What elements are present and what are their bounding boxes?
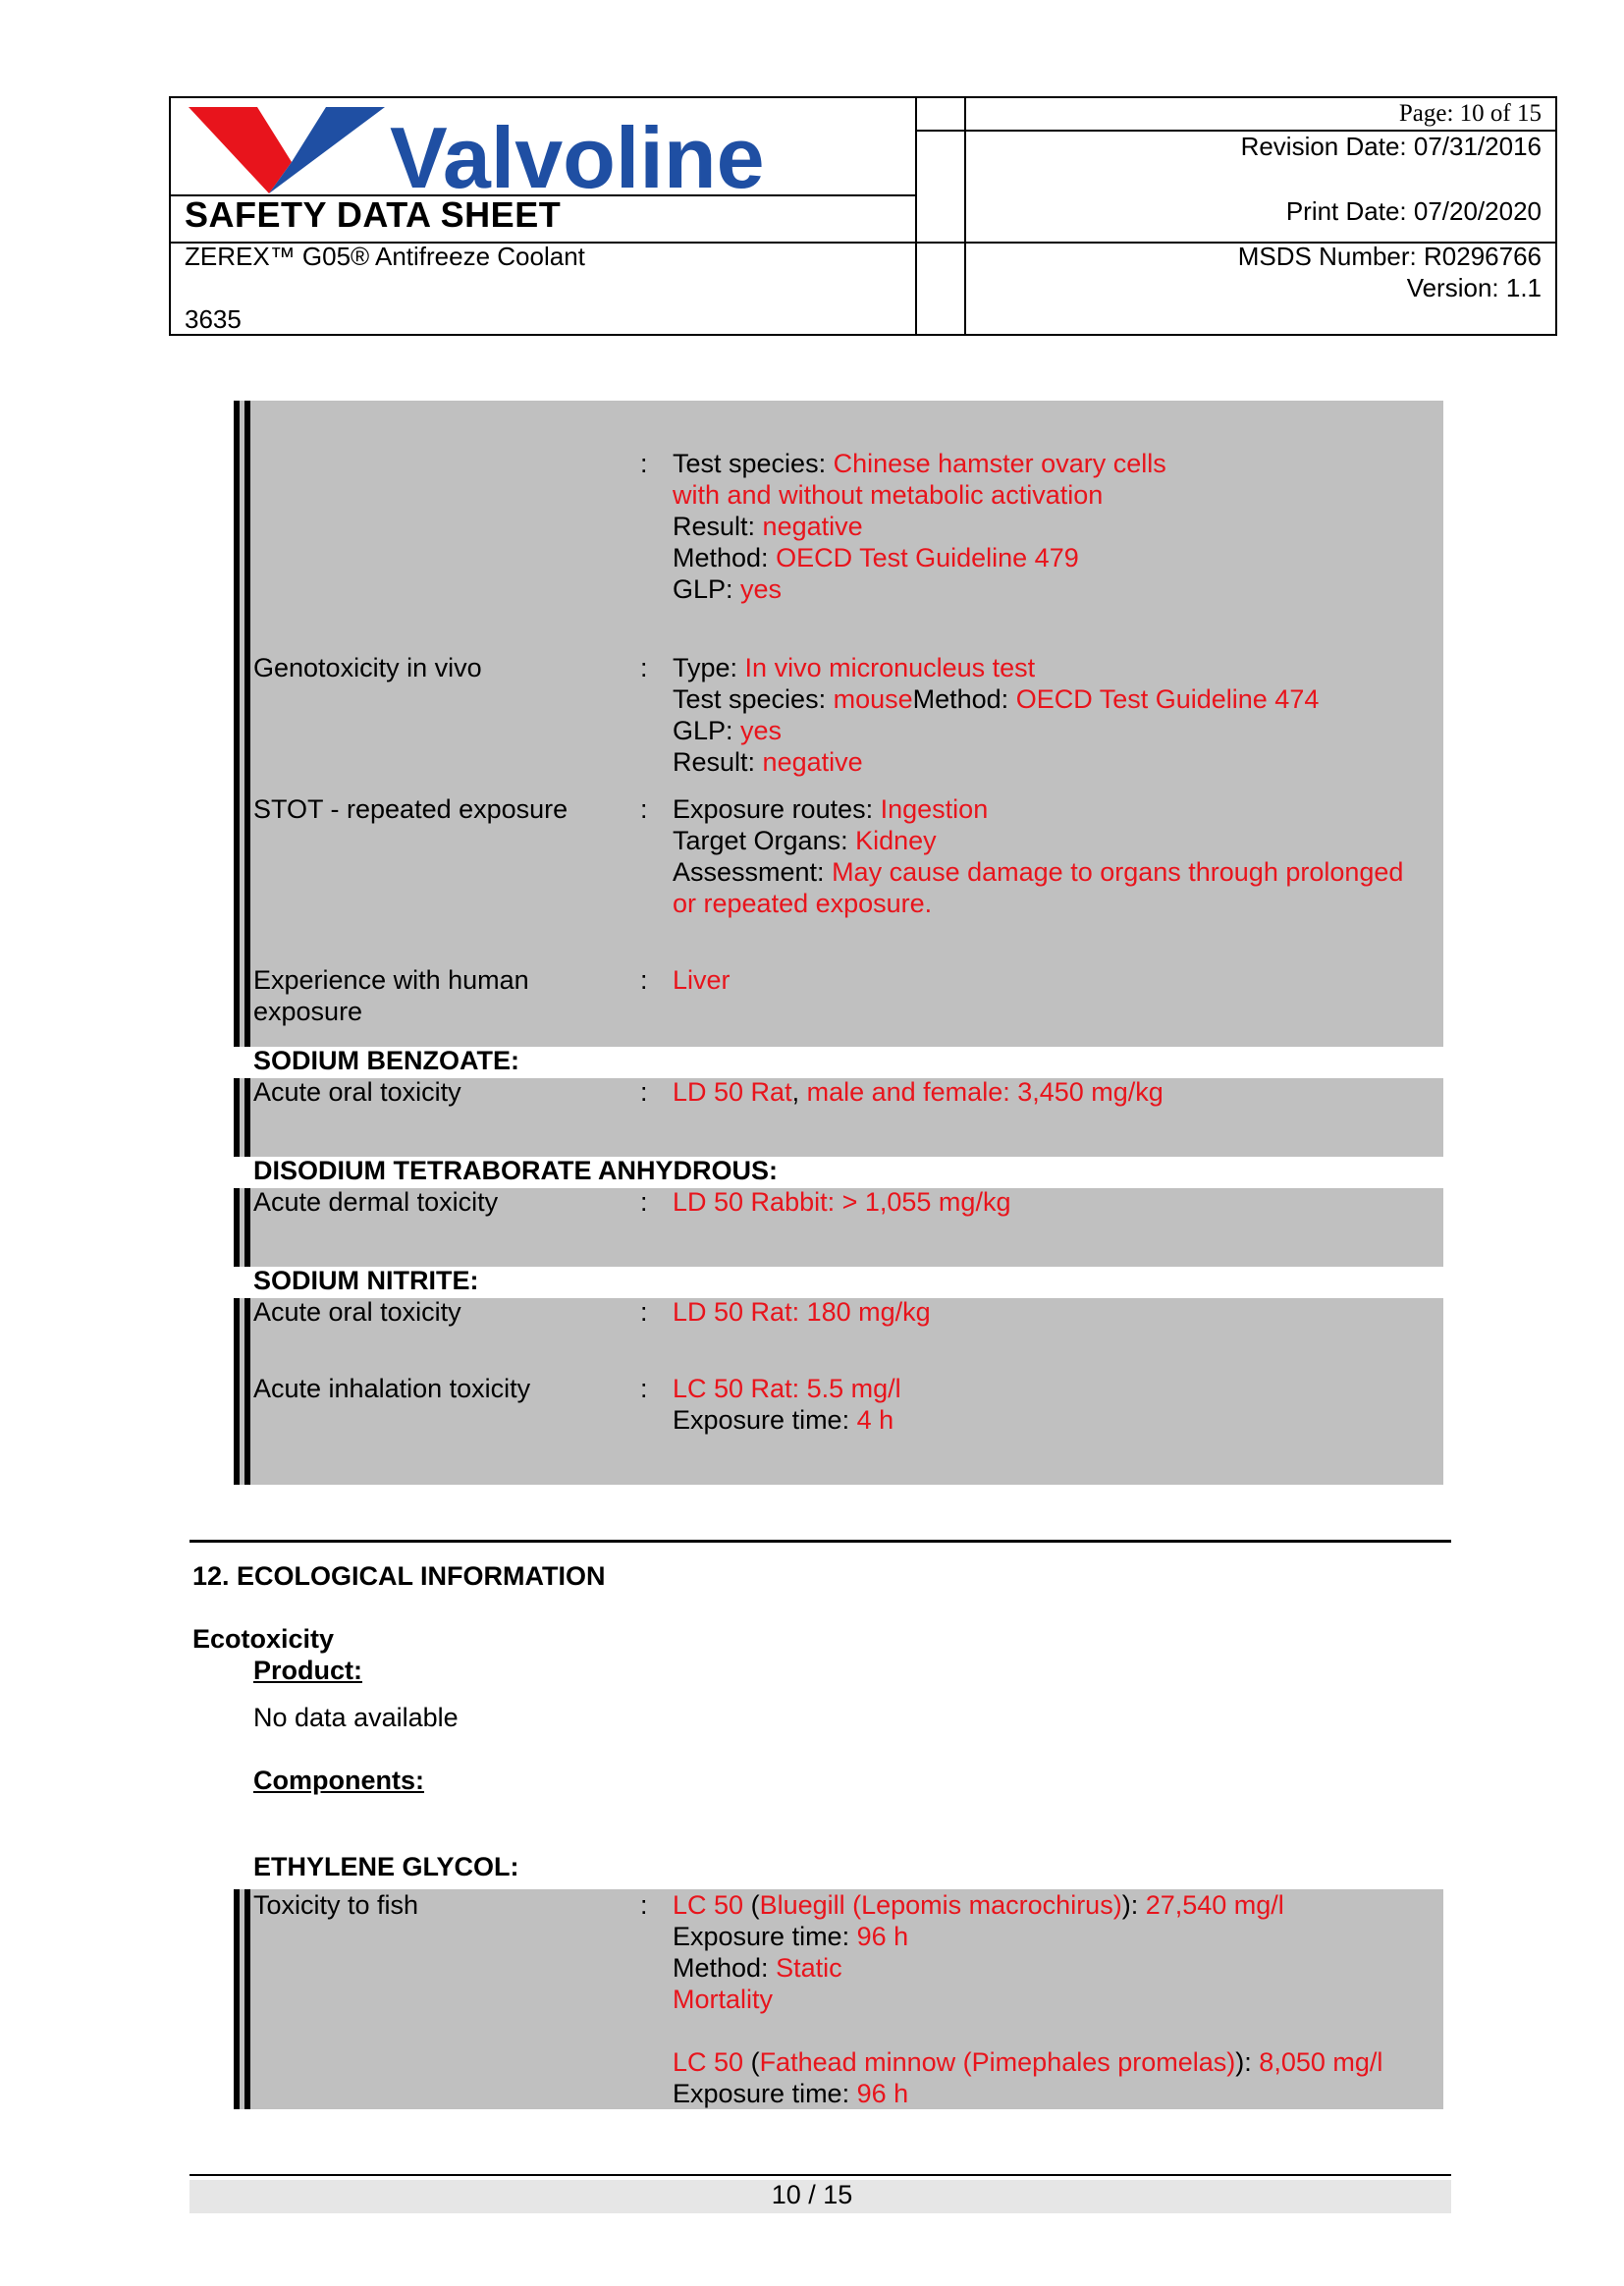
field-label: Exposure time:	[673, 2079, 857, 2108]
tox-entry	[673, 652, 1448, 778]
product-number: 3635	[185, 304, 242, 334]
revision-bar	[234, 1188, 240, 1267]
exposure-time: 96 h	[856, 2079, 909, 2108]
field-label: Result:	[673, 747, 763, 777]
field-label: Method:	[673, 1953, 777, 1983]
section-rule	[189, 1540, 1451, 1543]
method: OECD Test Guideline 479	[776, 543, 1079, 572]
row-label-line: Experience with human	[253, 965, 529, 995]
tox-entry	[673, 1373, 1448, 1436]
ld50-value: LD 50 Rat	[673, 1077, 792, 1107]
field-label: Assessment:	[673, 857, 833, 887]
revision-bar	[244, 1188, 250, 1267]
field-label: Result:	[673, 512, 763, 541]
test-species-cont: with and without metabolic activation	[673, 480, 1104, 510]
tox-entry	[673, 1889, 1448, 2109]
revision-date: Revision Date: 07/31/2016	[1240, 132, 1542, 161]
field-label: GLP:	[673, 574, 741, 604]
no-data-text: No data available	[253, 1703, 459, 1732]
revision-bar	[244, 1889, 250, 2109]
page-indicator: Page: 10 of 15	[1398, 100, 1542, 127]
colon: :	[640, 1077, 648, 1107]
row-label: Toxicity to fish	[253, 1890, 419, 1920]
lc50-value: LC 50 Rat: 5.5 mg/l	[673, 1374, 901, 1403]
field-label: Exposure time:	[673, 1405, 857, 1435]
component-heading: SODIUM NITRITE:	[253, 1266, 479, 1295]
revision-bar	[244, 1298, 250, 1485]
field-label: Test species:	[673, 684, 834, 714]
test-species: Chinese hamster ovary cells	[833, 449, 1166, 478]
field-label: Target Organs:	[673, 826, 856, 855]
svg-text:Valvoline: Valvoline	[390, 109, 765, 193]
human-exposure-value: Liver	[673, 965, 731, 995]
paren: (	[743, 1890, 760, 1920]
colon: :	[640, 1187, 648, 1217]
glp: yes	[740, 716, 783, 745]
sex: male and female	[806, 1077, 1003, 1107]
test-type: In vivo micronucleus test	[744, 653, 1036, 682]
assessment: May cause damage to organs through prolonged	[832, 857, 1404, 887]
version: Version: 1.1	[1406, 273, 1542, 302]
revision-bar	[234, 1298, 240, 1485]
ld50-value: LD 50 Rat: 180 mg/kg	[673, 1297, 931, 1327]
assessment-cont: or repeated exposure.	[673, 889, 933, 918]
header-divider	[915, 98, 917, 334]
tox-entry	[673, 448, 1448, 605]
colon: :	[640, 965, 648, 995]
revision-bar	[244, 1078, 250, 1157]
colon: :	[640, 653, 648, 682]
footer-rule	[189, 2174, 1451, 2176]
tox-entry	[673, 793, 1448, 919]
revision-bar	[234, 401, 240, 1047]
dose: : 3,450 mg/kg	[1002, 1077, 1164, 1107]
exposure-time: 96 h	[856, 1922, 909, 1951]
species: Bluegill (Lepomis macrochirus)	[759, 1890, 1122, 1920]
component-heading: ETHYLENE GLYCOL:	[253, 1852, 519, 1881]
product-name: ZEREX™ G05® Antifreeze Coolant	[185, 242, 585, 271]
glp: yes	[740, 574, 783, 604]
component-heading: DISODIUM TETRABORATE ANHYDROUS:	[253, 1156, 778, 1185]
field-label: Test species:	[673, 449, 834, 478]
species: Fathead minnow (Pimephales promelas)	[759, 2047, 1236, 2077]
ecotoxicity-heading: Ecotoxicity	[192, 1624, 335, 1654]
row-label: Acute dermal toxicity	[253, 1187, 499, 1217]
field-label: Exposure routes:	[673, 794, 881, 824]
method: OECD Test Guideline 474	[1015, 684, 1320, 714]
colon: :	[640, 1374, 648, 1403]
components-heading: Components:	[253, 1766, 424, 1795]
sds-header	[169, 96, 1557, 336]
test-species: mouse	[833, 684, 913, 714]
footer-page-number: 10 / 15	[771, 2180, 853, 2209]
result: negative	[762, 747, 863, 777]
section-title: 12. ECOLOGICAL INFORMATION	[192, 1561, 606, 1591]
valvoline-logo	[189, 103, 797, 193]
paren: (	[743, 2047, 760, 2077]
field-label: GLP:	[673, 716, 741, 745]
msds-number: MSDS Number: R0296766	[1237, 242, 1542, 271]
target-organs: Kidney	[855, 826, 937, 855]
separator: ,	[791, 1077, 807, 1107]
colon: :	[640, 1297, 648, 1327]
row-label: STOT - repeated exposure	[253, 794, 568, 824]
revision-bar	[234, 1889, 240, 2109]
exposure-time: 4 h	[856, 1405, 894, 1435]
component-heading: SODIUM BENZOATE:	[253, 1046, 519, 1075]
result: negative	[762, 512, 863, 541]
row-label: Acute oral toxicity	[253, 1297, 461, 1327]
paren: ):	[1235, 2047, 1260, 2077]
field-label: Exposure time:	[673, 1922, 857, 1951]
method: Static	[776, 1953, 842, 1983]
print-date: Print Date: 07/20/2020	[1285, 196, 1542, 226]
row-label: Acute inhalation toxicity	[253, 1374, 531, 1403]
exposure-routes: Ingestion	[880, 794, 989, 824]
lc50: LC 50	[673, 1890, 744, 1920]
field-label: Method:	[673, 543, 777, 572]
colon: :	[640, 794, 648, 824]
lc50: LC 50	[673, 2047, 744, 2077]
tox-entry	[673, 1076, 1448, 1108]
concentration: 27,540 mg/l	[1145, 1890, 1284, 1920]
revision-bar	[234, 1078, 240, 1157]
endpoint: Mortality	[673, 1985, 774, 2014]
row-label-line: exposure	[253, 997, 363, 1026]
ld50-value: LD 50 Rabbit: > 1,055 mg/kg	[673, 1187, 1011, 1217]
product-heading: Product:	[253, 1656, 362, 1685]
header-divider	[964, 98, 966, 334]
row-label: Genotoxicity in vivo	[253, 653, 482, 682]
colon: :	[640, 1890, 648, 1920]
row-label	[253, 964, 626, 1027]
paren: ):	[1121, 1890, 1146, 1920]
row-label: Acute oral toxicity	[253, 1077, 461, 1107]
field-label: Method:	[912, 684, 1016, 714]
colon: :	[640, 449, 648, 478]
concentration: 8,050 mg/l	[1259, 2047, 1383, 2077]
revision-bar	[244, 401, 250, 1047]
document-title: SAFETY DATA SHEET	[185, 194, 562, 235]
field-label: Type:	[673, 653, 745, 682]
